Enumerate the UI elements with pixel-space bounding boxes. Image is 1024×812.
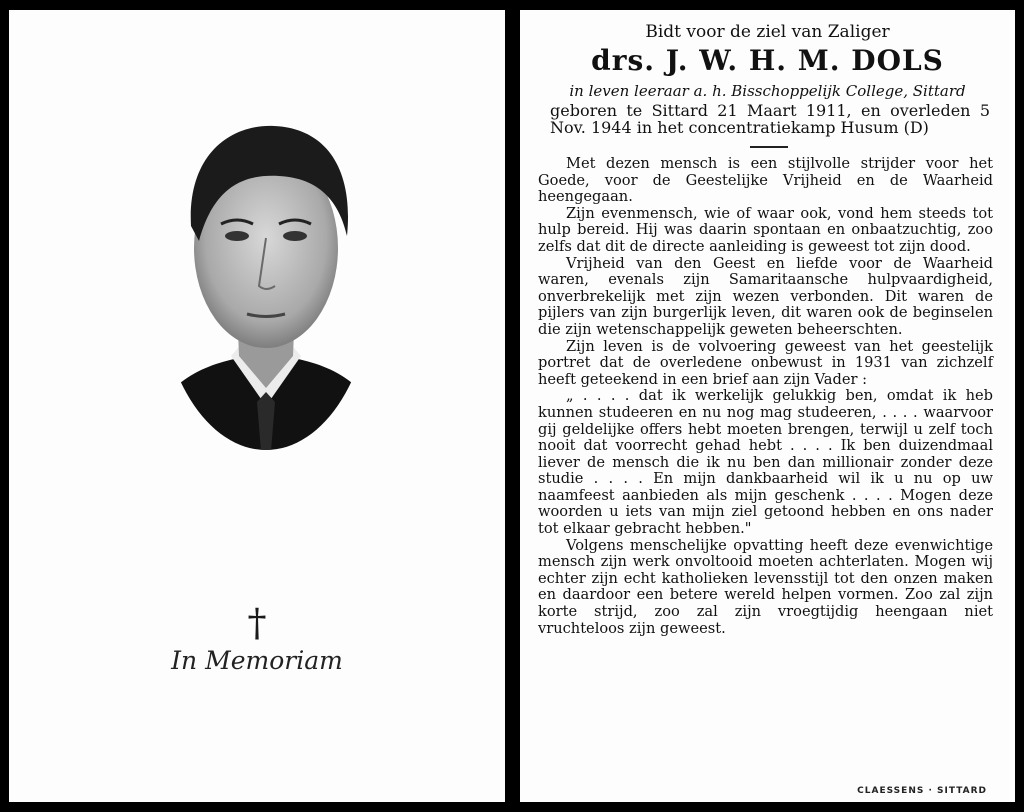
in-memoriam-heading: In Memoriam	[171, 646, 343, 675]
printer-credit: CLAESSENS · SITTARD	[857, 786, 987, 796]
divider-rule	[750, 146, 788, 148]
memorial-paragraph: Vrijheid van den Geest en liefde voor de Waarheid waren, evenals zijn Samaritaansche hulpvaardigheid, onverbrekelijk met zijn wezen verbonden. Dit waren de pijlers van zijn burgerlijk leven, dit waren ook de beginselen die zijn wetenschappelijk geweten beheerschten.	[538, 254, 993, 338]
memorial-text	[538, 156, 993, 637]
memorial-paragraph: Met dezen mensch is een stijlvolle strijder voor het Goede, voor de Geestelijke Vrijheid en de Waarheid heengegaan.	[538, 155, 993, 206]
memorial-card-left	[9, 10, 505, 802]
occupation-line: in leven leeraar a. h. Bisschoppelijk College, Sittard	[569, 82, 966, 100]
memorial-paragraph: Volgens menschelijke opvatting heeft deze evenwichtige mensch zijn werk onvoltooid moeten achterlaten. Mogen wij echter zijn echt katholieken levensstijl tot den onzen maken en daardoor een betere wereld helpen vormen. Zoo zal zijn korte strijd, zoo zal zijn vroegtijdig heengaan niet vruchteloos zijn geweest.	[538, 536, 993, 637]
memorial-paragraph: Zijn leven is de volvoering geweest van het geestelijk portret dat de overledene onbewust in 1931 van zichzelf heeft geteekend in een brief aan zijn Vader :	[538, 337, 993, 388]
cross-icon: †	[247, 601, 267, 645]
portrait-illustration	[159, 106, 373, 451]
birth-death-line: geboren te Sittard 21 Maart 1911, en overleden 5 Nov. 1944 in het concentratiekamp Husum (D)	[550, 101, 990, 137]
memorial-paragraph: Zijn evenmensch, wie of waar ook, vond hem steeds tot hulp bereid. Hij was daarin spontaan en onbaatzuchtig, zoo zelfs dat dit de directe aanleiding is geweest tot zijn dood.	[538, 204, 993, 255]
prayer-request-line: Bidt voor de ziel van Zaliger	[645, 22, 890, 42]
letter-quote: „ . . . . dat ik werkelijk gelukkig ben, omdat ik heb kunnen studeeren en nu nog mag studeeren, . . . . waarvoor gij geldelijke offers hebt moeten brengen, terwijl u zelf toch nooit dat voorrecht gehad hebt . . . . Ik ben duizendmaal liever de mensch die ik nu ben dan millionair zonder deze studie . . . . En mijn dankbaarheid wil ik u nu op uw naamfeest aanbieden als mijn geschenk . . . . Mogen deze woorden u iets van mijn ziel getoond hebben en ons nader tot elkaar gebracht hebben."	[538, 387, 993, 538]
deceased-name: drs. J. W. H. M. DOLS	[591, 44, 944, 77]
portrait-photo	[159, 106, 373, 451]
memorial-card-right	[520, 10, 1015, 802]
